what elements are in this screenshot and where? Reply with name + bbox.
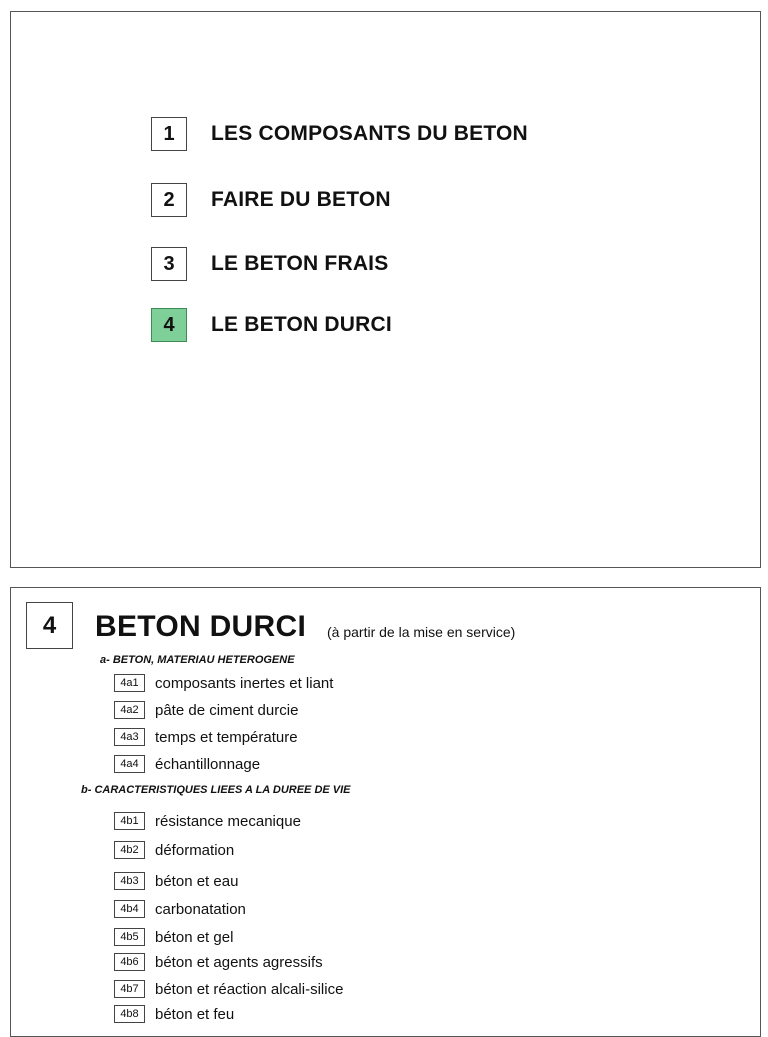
item-text: temps et température (155, 728, 298, 746)
list-item-4b4[interactable] (114, 899, 246, 919)
item-code: 4b7 (114, 980, 145, 998)
menu-item-4[interactable] (151, 307, 392, 343)
menu-item-label: LE BETON DURCI (211, 313, 392, 336)
menu-item-number: 2 (151, 183, 187, 217)
section-title: BETON DURCI (95, 610, 307, 643)
group-heading-b: b- CARACTERISTIQUES LIEES A LA DUREE DE VIE (81, 784, 351, 796)
group-heading-a: a- BETON, MATERIAU HETEROGENE (100, 654, 295, 666)
item-text: composants inertes et liant (155, 674, 334, 692)
item-code: 4b5 (114, 928, 145, 946)
item-code: 4b4 (114, 900, 145, 918)
menu-item-3[interactable] (151, 246, 388, 282)
menu-item-number-active: 4 (151, 308, 187, 342)
main-menu-panel (10, 11, 761, 568)
item-code: 4a2 (114, 701, 145, 719)
menu-item-label: FAIRE DU BETON (211, 188, 391, 211)
item-code: 4a1 (114, 674, 145, 692)
item-text: béton et feu (155, 1005, 235, 1023)
list-item-4b1[interactable] (114, 811, 301, 831)
item-text: béton et réaction alcali-silice (155, 980, 344, 998)
list-item-4b7[interactable] (114, 979, 343, 999)
section-detail-panel (10, 587, 761, 1037)
list-item-4a3[interactable] (114, 727, 298, 747)
menu-item-2[interactable] (151, 182, 391, 218)
item-text: échantillonnage (155, 755, 261, 773)
item-code: 4b3 (114, 872, 145, 890)
section-note: (à partir de la mise en service) (327, 624, 516, 640)
item-code: 4b1 (114, 812, 145, 830)
list-item-4a4[interactable] (114, 754, 260, 774)
list-item-4a1[interactable] (114, 673, 333, 693)
list-item-4b5[interactable] (114, 927, 233, 947)
item-text: béton et gel (155, 928, 234, 946)
item-text: carbonatation (155, 900, 246, 918)
list-item-4b2[interactable] (114, 840, 234, 860)
item-code: 4b8 (114, 1005, 145, 1023)
item-text: béton et agents agressifs (155, 953, 323, 971)
item-text: résistance mecanique (155, 812, 301, 830)
list-item-4b8[interactable] (114, 1004, 234, 1024)
list-item-4a2[interactable] (114, 700, 298, 720)
menu-item-1[interactable] (151, 116, 528, 152)
item-code: 4a3 (114, 728, 145, 746)
section-number: 4 (26, 602, 73, 649)
menu-item-number: 1 (151, 117, 187, 151)
list-item-4b6[interactable] (114, 952, 323, 972)
menu-item-label: LES COMPOSANTS DU BETON (211, 122, 528, 145)
menu-item-label: LE BETON FRAIS (211, 252, 389, 275)
list-item-4b3[interactable] (114, 871, 238, 891)
item-text: déformation (155, 841, 235, 859)
item-text: béton et eau (155, 872, 239, 890)
item-text: pâte de ciment durcie (155, 701, 299, 719)
menu-item-number: 3 (151, 247, 187, 281)
item-code: 4b6 (114, 953, 145, 971)
item-code: 4b2 (114, 841, 145, 859)
item-code: 4a4 (114, 755, 145, 773)
